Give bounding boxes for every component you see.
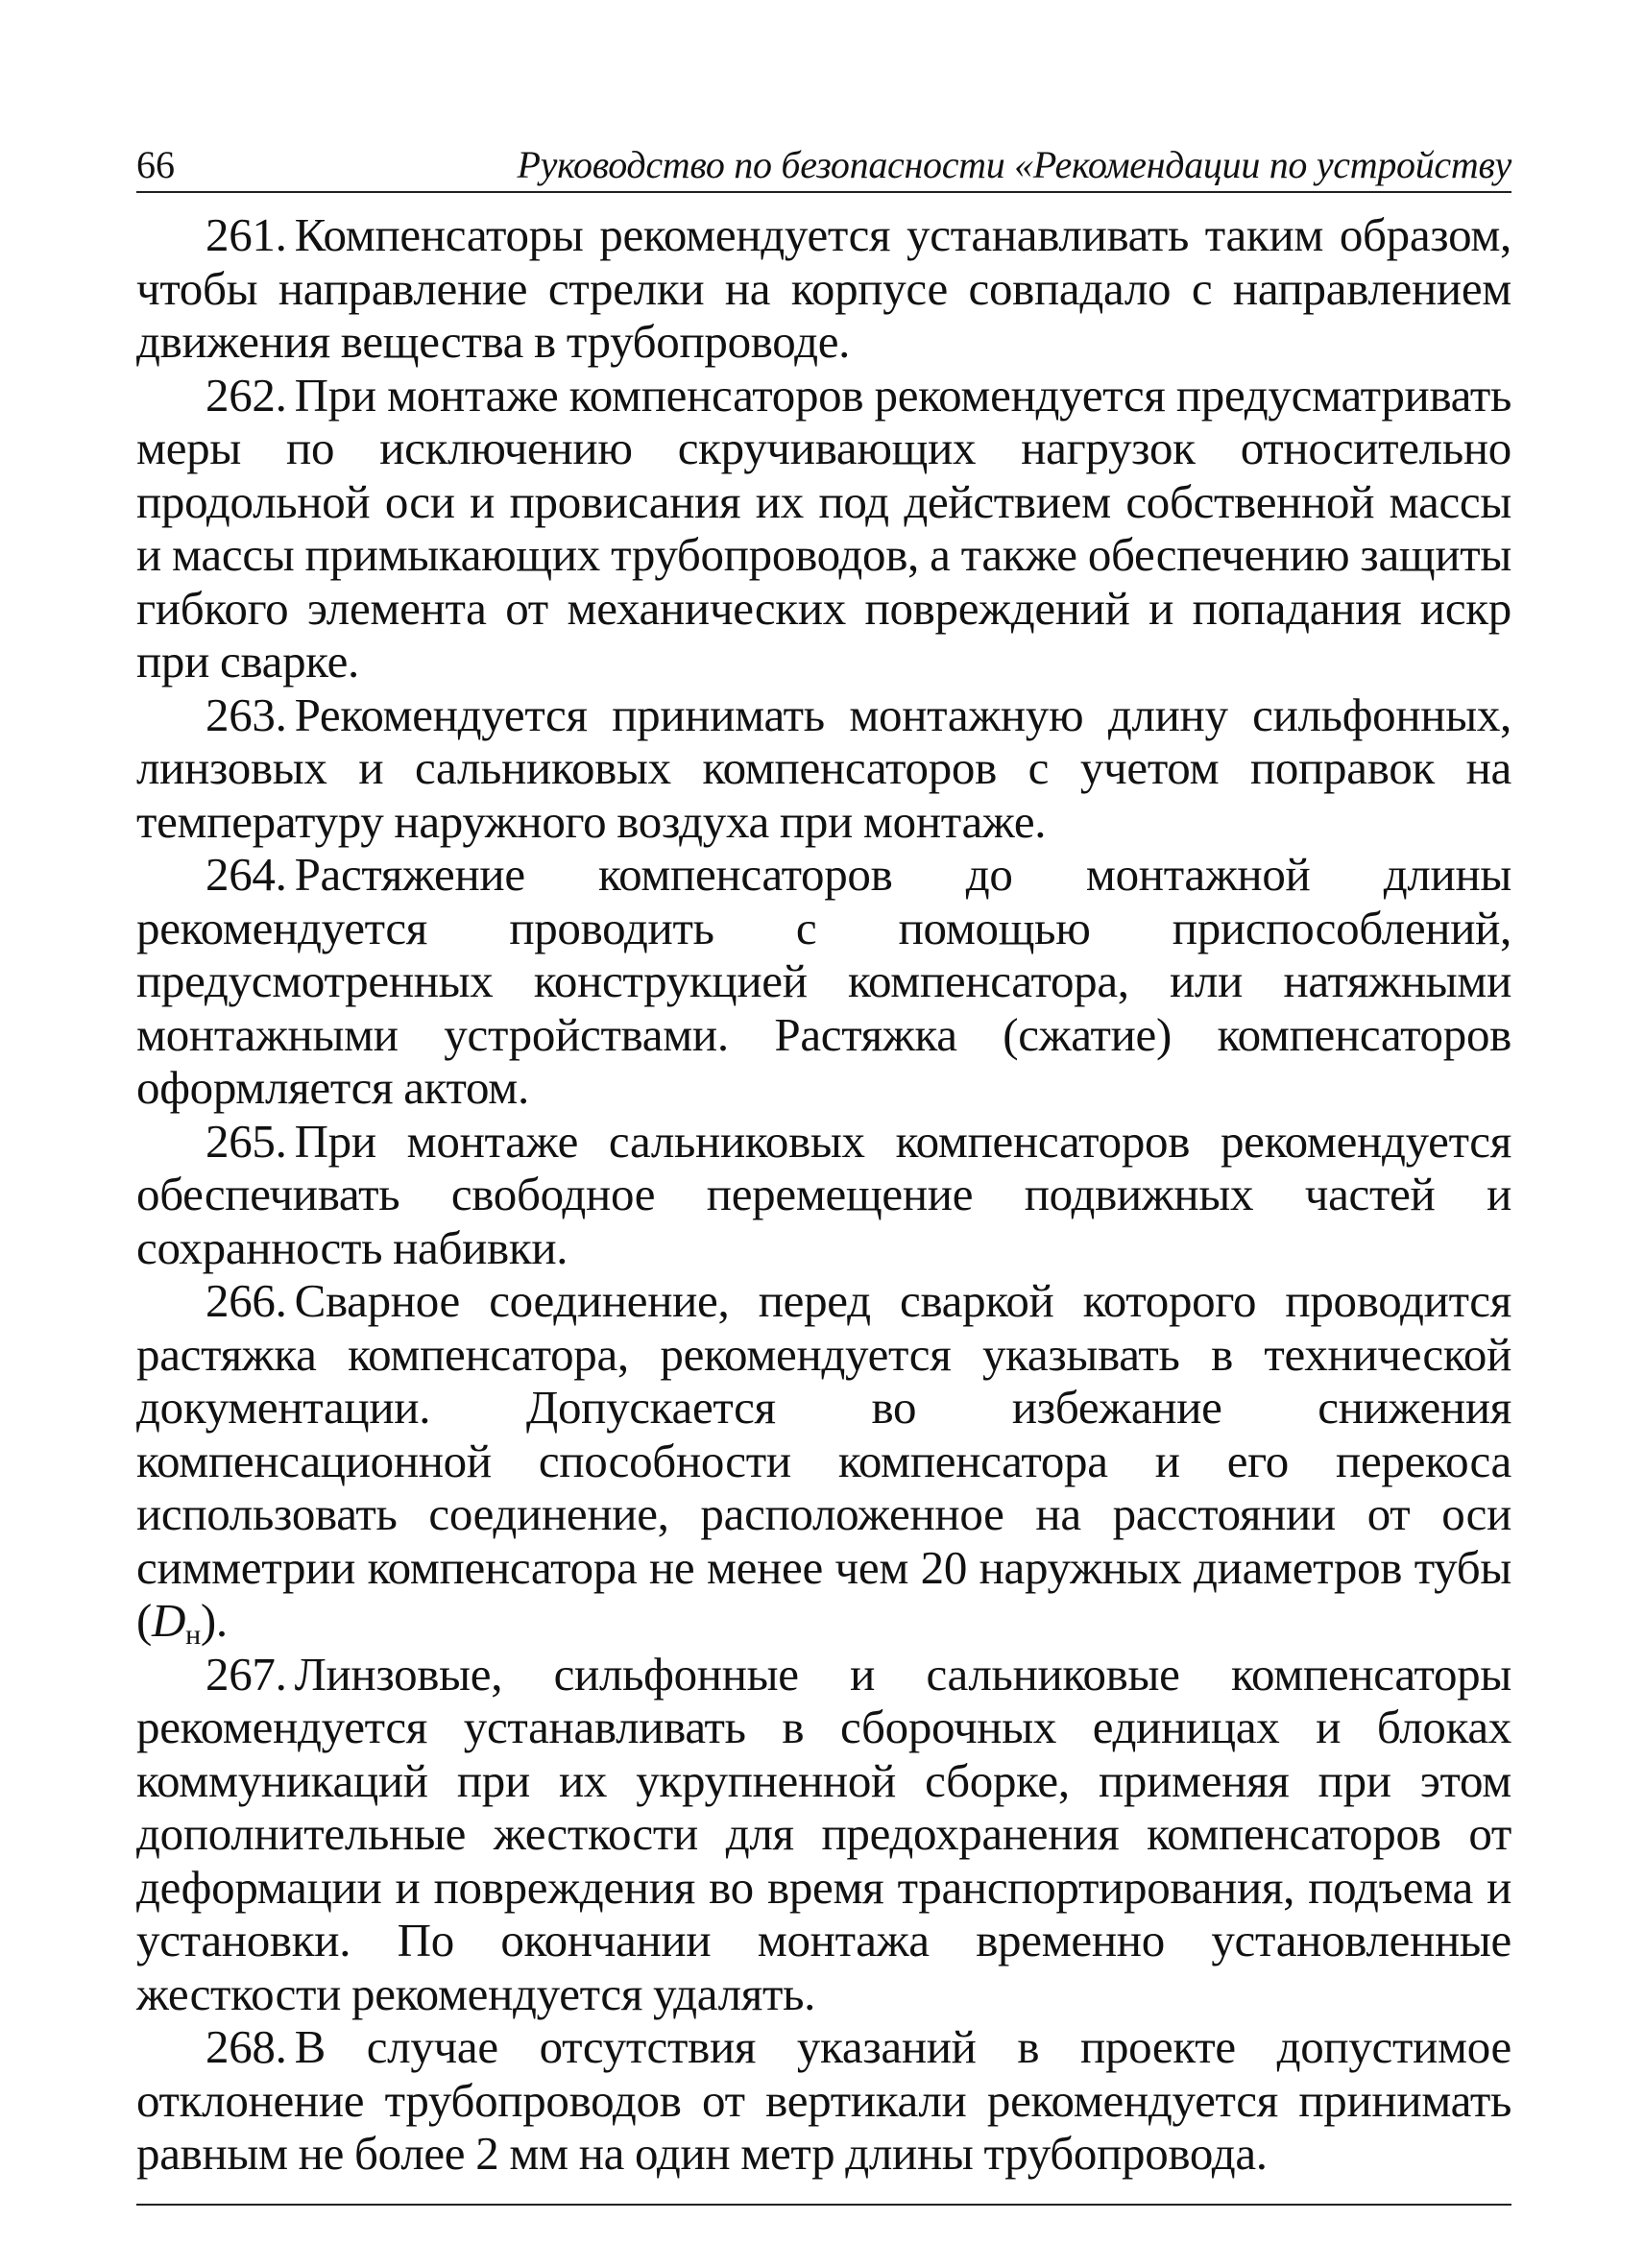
paragraph-264 [136,848,1511,1115]
paragraph-tail: ). [200,1594,228,1647]
paragraph-text: В случае отсутствия указаний в проекте допустимое отклонение трубопроводов от вертикали рекомендуется принимать равным не более 2 мм на один метр длины трубопровода. [136,2020,1511,2180]
running-title: Руководство по безопасности «Рекомендации по устройству [517,143,1511,186]
diameter-subscript: н [185,1619,201,1651]
paragraph-262 [136,369,1511,688]
paragraph-261 [136,208,1511,369]
paragraph-263 [136,688,1511,849]
paragraph-number: 263. [206,688,287,741]
bottom-divider [136,2204,1511,2206]
paragraph-text: Растяжение компенсаторов до монтажной длины рекомендуется проводить с помощью приспособлений, предусмотренных конструкцией компенсатора, или натяжными монтажными устройствами. Растяжка (сжатие) компенсаторов оформляется актом. [136,848,1511,1114]
paragraph-text: Рекомендуется принимать монтажную длину сильфонных, линзовых и сальниковых компенсаторов с учетом поправок на температуру наружного воздуха при монтаже. [136,688,1511,848]
paragraph-text: Сварное соединение, перед сваркой которого проводится растяжка компенсатора, рекомендуется указывать в технической документации. Допускается во избежание снижения компенсационной способности компенсатора и его перекоса использовать соединение, расположенное на расстоянии от оси симметрии компенсатора не менее чем 20 наружных диаметров тубы ( [136,1274,1511,1647]
paragraph-number: 268. [206,2020,287,2073]
diameter-symbol: D [152,1594,186,1647]
paragraph-267 [136,1648,1511,2021]
paragraph-number: 267. [206,1647,287,1701]
paragraph-text: Компенсаторы рекомендуется устанавливать таким образом, чтобы направление стрелки на корпусе совпадало с направлением движения вещества в трубопроводе. [136,208,1511,368]
paragraph-265 [136,1115,1511,1275]
running-header [136,139,1511,193]
paragraph-number: 265. [206,1114,287,1168]
paragraph-text: Линзовые, сильфонные и сальниковые компенсаторы рекомендуется устанавливать в сборочных единицах и блоках коммуникаций при их укрупненной сборке, применяя при этом дополнительные жесткости для предохранения компенсаторов от деформации и повреждения во время транспортирования, подъема и установки. По окончании монтажа временно установленные жесткости рекомендуется удалять. [136,1647,1511,2020]
paragraph-268 [136,2020,1511,2181]
paragraph-text: При монтаже компенсаторов рекомендуется предусматривать меры по исключению скручивающих нагрузок относительно продольной оси и провисания их под действием собственной массы и массы примыкающих трубопроводов, а также обеспечению защиты гибкого элемента от механических повреждений и попадания искр при сварке. [136,368,1511,688]
body-text [136,208,1511,2181]
paragraph-text: При монтаже сальниковых компенсаторов рекомендуется обеспечивать свободное перемещение подвижных частей и сохранность набивки. [136,1114,1511,1274]
page-number: 66 [136,143,175,186]
paragraph-number: 264. [206,848,287,901]
document-page [136,139,1511,2206]
paragraph-number: 262. [206,368,287,422]
paragraph-266 [136,1274,1511,1651]
paragraph-number: 266. [206,1274,287,1327]
paragraph-number: 261. [206,208,287,261]
